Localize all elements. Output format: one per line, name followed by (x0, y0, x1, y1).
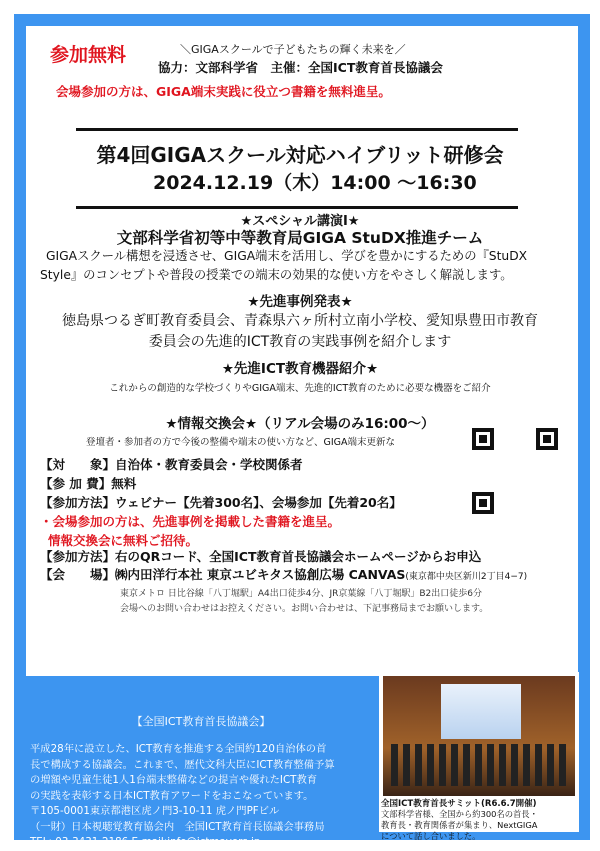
summit-photo-card (379, 672, 579, 841)
section-heading: ★情報交換会★（リアル会場のみ16:00～） (165, 416, 435, 432)
qr-finder (536, 428, 558, 450)
venue-block (40, 548, 527, 586)
red-note: 情報交換会に無料ご招待。 (48, 533, 199, 548)
caption-line: 教育長・教育関係者が集まり、NextGIGA (381, 820, 538, 830)
org-line: の増額や児童生徒1人1台端末整備などの提言や優れたICT教育 (30, 774, 318, 786)
section-text: GIGAスクール構想を浸透させ、GIGA端末を活用し、学びを豊かにするための『StuDX (46, 249, 528, 263)
fee-label: 【参 加 費】 (40, 476, 112, 491)
venue-address: (東京都中央区新川2丁目4−7) (405, 572, 528, 582)
method-label: 【参加方法】 (40, 495, 116, 510)
org-line: 長で構成する協議会。これまで、歴代文科大臣にICT教育整備予算 (30, 758, 335, 771)
target-value: 自治体・教育委員会・学校関係者 (115, 457, 303, 472)
sponsors: 協力：文部科学省 主催：全国ICT教育首長協議会 (158, 60, 443, 75)
qr-finder (472, 428, 494, 450)
inquiry-note: 会場へのお問い合わせはお控えください。お問い合わせは、下記事務局までお願いします。 (120, 604, 489, 614)
group-of-people (391, 744, 567, 786)
org-line: 平成28年に設立した、ICT教育を推進する全国約120自治体の首 (30, 743, 327, 755)
venue-value: ㈱内田洋行本社 東京ユビキタス協創広場 CANVAS (115, 567, 406, 582)
qr-finder (472, 492, 494, 514)
org-description (30, 742, 335, 851)
fee-value: 無料 (111, 476, 137, 491)
free-badge: 参加無料 (50, 44, 127, 66)
summit-photo (383, 676, 575, 796)
section-text: 登壇者・参加者の方で今後の整備や端末の使い方など、GIGA端末更新な (86, 437, 396, 448)
section-text: Style』のコンセプトや普段の授業での端末の効果的な使い方をやさしく解説します。 (40, 268, 513, 282)
section-text: 委員会の先進的ICT教育の実践事例を紹介します (148, 334, 452, 350)
red-note: ・会場参加の方は、先進事例を掲載した書籍を進呈。 (40, 514, 341, 529)
event-datetime: 2024.12.19（木）14:00 ～16:30 (153, 172, 477, 194)
method-value: ウェビナー【先着300名】、会場参加【先着20名】 (115, 495, 402, 510)
org-title: 【全国ICT教育首長協議会】 (131, 715, 271, 728)
org-office: （一財）日本視聴覚教育協会内 全国ICT教育首長協議会事務局 (30, 820, 325, 833)
apply-label: 【参加方法】 (40, 549, 116, 564)
section-heading: ★スペシャル講演Ⅰ★ (240, 214, 360, 229)
venue-label: 【会 場】 (40, 567, 116, 582)
tagline: ＼GIGAスクールで子どもたちの輝く未来を／ (180, 43, 406, 56)
details-block (40, 455, 402, 550)
section-heading: ★先進事例発表★ (247, 294, 353, 310)
caption-line: 文部科学省様、全国から約300名の首長・ (381, 809, 538, 819)
apply-value: 右のQRコード、全国ICT教育首長協議会ホームページからお申込 (115, 549, 482, 564)
section-subheading: 文部科学省初等中等教育局GIGA StuDX推進チーム (116, 229, 484, 247)
qr-code[interactable] (472, 428, 558, 514)
stage-screen (441, 684, 521, 739)
access-info: 東京メトロ 日比谷線「八丁堀駅」A4出口徒歩4分、JR京葉線「八丁堀駅」B2出口徒歩6分 (120, 589, 483, 599)
org-address: 〒105-0001東京都港区虎ノ門3-10-11 虎ノ門PFビル (30, 805, 280, 817)
target-label: 【対 象】 (40, 457, 116, 472)
divider (76, 128, 518, 131)
photo-caption (381, 809, 538, 842)
org-contact[interactable]: TEL: 03-3431-2186 E-mail:info@ictmayors.jp (30, 836, 261, 848)
section-heading: ★先進ICT教育機器紹介★ (221, 361, 379, 377)
book-notice: 会場参加の方は、GIGA端末実践に役立つ書籍を無料進呈。 (56, 84, 391, 99)
org-line: の実践を表彰する日本ICT教育アワードをおこなっています。 (30, 789, 314, 802)
divider (76, 206, 518, 209)
section-text: これからの創造的な学校づくりやGIGA端末、先進的ICT教育のために必要な機器をご紹介 (109, 383, 491, 394)
caption-line: について話し合いました。 (381, 831, 481, 841)
photo-caption-title: 全国ICT教育首長サミット(R6.6.7開催) (381, 799, 537, 809)
section-text: 徳島県つるぎ町教育委員会、青森県六ヶ所村立南小学校、愛知県豊田市教育 (62, 313, 538, 329)
event-title: 第4回GIGAスクール対応ハイブリット研修会 (96, 143, 504, 167)
